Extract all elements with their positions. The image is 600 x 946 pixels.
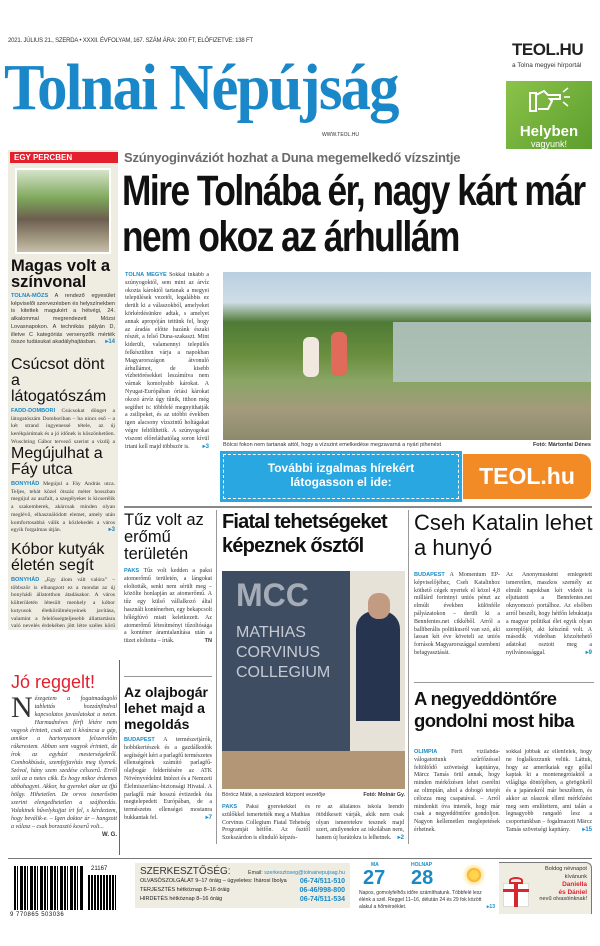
editorial-box <box>135 863 350 908</box>
helyben-title: Helyben <box>519 123 579 140</box>
story-body <box>11 481 115 535</box>
banner-text-line1: További izgalmas hírekért <box>267 461 415 475</box>
banner-teol-logo: TEOL.hu <box>463 454 591 499</box>
nameday-line: kívánunk <box>564 873 587 880</box>
story-title: Kóbor kutyák életén segít <box>11 542 105 574</box>
page-ref[interactable]: ▸3 <box>202 443 209 450</box>
email-label: Email: <box>248 870 263 876</box>
article-text: Az Anonymusként emlegetett ismeretlen, maszkos személy az elmúlt napokban két videót is eljuttatott a Bennfentes.net oknyomozó portálhoz. Az elsőben arról beszélt, hogy hétfőn lebuktatja a magyar politikai élet egyik olyan szereplőjét, aki kétszínű volt. A második videóban közzétehető adatokat osztott meg a nyilvánossággal. <box>506 572 592 656</box>
article-tuz[interactable] <box>124 512 212 674</box>
article-text: Paksi gyerekekkel és szülőkkel ismertették meg a Mathias Corvinus Collegium Fiatal Tehetség Programját hétfőn. Az ősztől Szekszárdon is elinduló képzés- <box>222 804 310 842</box>
nameday-box <box>499 862 592 914</box>
mcc-caption: Böröcz Máté, a szekszárdi központ vezetője <box>222 792 326 798</box>
article-kicker: BUDAPEST <box>414 572 445 578</box>
story-text: A rendező egyesület képviselői szervezésben és helyszínekben is kitettek magukért a hétvégi, 24. alkalommal megrendezett Mözsi Lovasnapokon. A technikás pályán D, illetve C kategóriás versenyzők mérték össze tudásukat akadályhajtásban. <box>11 293 115 346</box>
lead-text: Sokkal inkább a szúnyogoktól, sem mint az árvíz okozta károktól tartanak a megyei települések vezetői, legalábbis ez derült ki a válaszokból, amelyeket körkérdésünkre adtak, s amelyet annak apropóján tettünk fel, hogy az áradás előtte hazánk északi részét, a felső Duna-szakaszt. Mint kiderült, valamennyi település felkészülten várja a napokban Magyarországon átvonuló árhullámot, de kisebb vízbetörésekket leszámítva nem várnak komolyabb károkat. A Nyugat-Európában óriási károkat okozó árvíz úgy tűnik, itthon még segíthet is: többfelé megnyithatják a zsilipeket, és az utóbbi években igen alacsony vízszintű holtágakat végre feltölthetik. A szúnyogokat viszont előreláthatólag soron kívül irtani kell majd többször is. <box>125 272 209 450</box>
story-body <box>11 408 115 444</box>
story-text: „Egy álom vált valóra” – többször is elhangzott ez a mondat az új bonyhádi állatotthon átadásakor. A város külterületén létesült menhely a kóbor kutyusok életkörülményeinek javítása, valamint a felelősségteljesebb állattartásra való nevelés érdekében jött létre széles körű <box>11 577 115 628</box>
story-text: Megújul a Fáy András utca. Teljes, tehát közel ötszáz méter hosszban megújul az aszfalt, a szegélyeket is kicserélik a szakemberek, akárcsak minden olyan meglévő, elhasználódott elemet, amely után komfortosabbá válik a közlekedés a város egyik forgalmas útján. <box>11 481 115 534</box>
article-title: Tűz volt az erőmű területén <box>124 512 204 563</box>
article-text: re az általános iskola leendő ötödikeseit várják, akik nem csak olyan ismeretekre tesznek majd szert, amilyenekre az iskolában nem, hanem új barátokra is lelhetnek. <box>316 804 404 842</box>
lead-photo[interactable] <box>223 272 591 440</box>
helyben-badge[interactable] <box>506 81 592 149</box>
sidebar-story[interactable] <box>11 542 115 628</box>
weather-text <box>359 890 495 910</box>
nameday-names: és Dániel <box>558 888 587 896</box>
barcode <box>14 866 84 910</box>
article-body-col2 <box>316 804 404 854</box>
pointing-hand-icon <box>524 85 574 119</box>
column-body <box>11 691 117 838</box>
page-ref[interactable]: ▸3 <box>108 527 115 534</box>
contact-label: OLVASÓSZOLGÁLAT 9–17 óráig – ügyeletes: Ihárosi Ibolya <box>140 878 287 884</box>
mcc-photo-text: CORVINUS <box>236 644 321 661</box>
sidebar-story[interactable] <box>11 258 115 355</box>
contact-row <box>140 886 345 895</box>
mcc-photo-text: MATHIAS <box>236 624 306 641</box>
sidebar-story[interactable] <box>11 357 115 444</box>
article-body <box>124 568 212 646</box>
story-text: Csúcsokat dönget a látogatószám Domboriban – ha nincs eső – a két strand ingyenessé tétele, az új kerékpárútnak és a jó időnek is köszönhetően. Wuschting Gábor tervező szerint a vízdíj a <box>11 408 115 444</box>
article-body-col2 <box>506 572 592 678</box>
teol-logo[interactable] <box>512 40 583 60</box>
mcc-credit: Fotó: Molnár Gy. <box>363 792 405 798</box>
contact-row <box>140 895 345 904</box>
article-body <box>124 737 212 823</box>
banner-text-line2: látogasson el ide: <box>290 475 392 489</box>
article-olajbogar[interactable] <box>124 684 212 854</box>
article-title[interactable]: Cseh Katalin lehet a hunyó <box>414 510 593 560</box>
lead-body <box>125 272 209 500</box>
signature: TN <box>204 638 212 645</box>
story-kicker: FADD-DOMBORI <box>11 408 56 414</box>
nameday-line: nevű olvasóinknak! <box>539 896 587 903</box>
page-ref[interactable]: ▸9 <box>585 649 592 656</box>
contact-row <box>140 877 345 886</box>
story-title: Magas volt a színvonal <box>11 258 111 291</box>
article-text: Férfi vízilabda-válogatottunk szűrfőzéssel feltöltődő szövetségi kapitánya, Märcz Tamás örül annak, hogy minden mérkőzésen lehet cserélni az olimpián, ahol a dobogó tetejét célozza meg csapatával. – Arról mindenkit óva intenék, hogy már csak a negyeddöntőre gondoljon. Nagyon kellemetlen meglepetések érhetnek. <box>414 749 500 833</box>
article-title[interactable]: A negyeddöntőre gondolni most hiba <box>414 688 574 731</box>
weather-tomorrow-label: HOLNAP <box>411 862 433 868</box>
story-body <box>11 577 115 628</box>
teol-logo-text: TEOL.HU <box>512 40 584 59</box>
newspaper-title: Tolnai Népújság <box>4 51 398 124</box>
banner-text-box <box>223 454 459 499</box>
article-body <box>414 749 500 853</box>
article-text: A természetjárók, hobbikertészek és a gazdálkodók segítségét kéri a parlagfű természetes ellenségének számító parlagfű-olajbogár felderítésére az ATK Növényvédelmi Intézet és a Nemzeti Élelmiszerlánc-biztonsági Hivatal. A parlagfű már hosszú évtizedek óta megtelepedett Európában, de a természetes ellenségei mostanra bukkantak fel. <box>124 737 212 821</box>
gift-icon <box>503 877 529 907</box>
article-body <box>414 572 500 678</box>
teol-subtitle: a Tolna megyei hírportál <box>512 62 582 69</box>
weather-tomorrow-temp: 28 <box>411 867 434 889</box>
contact-phone[interactable]: 06-46/998-800 <box>299 887 345 894</box>
jo-reggelt-column <box>11 672 117 854</box>
nameday-line: Boldog névnapot <box>545 866 587 872</box>
weather-forecast: Napos, gomolyfelhős időre számíthatunk. Többfelé lesz élénk a szél. Reggel 11–16, délután 24 és 29 fok között alakul a hőmérséklet. <box>359 890 482 910</box>
story-title: Csúcsot dönt a látogatószám <box>11 357 107 405</box>
email-link[interactable]: szerkesztoseg@tolnainepujsag.hu <box>264 870 345 876</box>
lead-kicker: TOLNA MEGYE <box>125 272 167 278</box>
sidebar-photo[interactable] <box>15 168 111 254</box>
page-ref[interactable]: ▸14 <box>105 339 115 346</box>
weather-box <box>357 862 495 914</box>
sidebar-story[interactable] <box>11 446 115 540</box>
signature: W. G. <box>102 832 117 838</box>
story-kicker: BONYHÁD <box>11 481 40 487</box>
article-text: Tűz volt kedden a paksi atomerőmű területén, a lángokat eloltották, senki nem sérült meg – közölte honlapján az atomerőmű. A tűz egy külső vállalkozó által használt konténerben, egy bekapcsolt hőlégfúvó miatt keletkezett. Az atomerőmű létesítményi tűzoltósága a konténer áramtalanítása után a tüzet eloltotta – írták. <box>124 568 212 645</box>
barcode-number: 9 770865 503036 <box>10 912 65 918</box>
lead-credit: Fotó: Mártonfai Dénes <box>532 442 591 448</box>
weather-today-label: MA <box>371 862 379 868</box>
page-ref[interactable]: ▸15 <box>582 826 592 833</box>
lead-headline[interactable]: Mire Tolnába ér, nagy kárt már nem okoz az árhullám <box>122 167 585 261</box>
dateline: 2021. JÚLIUS 21., SZERDA • XXXII. ÉVFOLYAM, 167. SZÁM ÁRA: 200 FT, ELŐFIZETVE: 138 FT <box>8 38 253 44</box>
editorial-title: SZERKESZTŐSÉG: <box>140 866 231 877</box>
article-text: sokkal jobbak az ellenfelek, hogy ne foglalkozzunk velük. Láttuk, hogy az amerikaiak egy góllal kaptak ki a montenegróiaktól a világliga döntőjében, a görögökről és a japánokról már beszéltem, és akkor az olaszok elleni mérkőzést meg sem említettem, ami talán a legnagyobb rangadó lesz a csoportunkban – fogalmazott Märcz Tamás szövetségi kapitány. <box>506 749 592 833</box>
lead-caption: Bölcsi fokon nem tartanak attól, hogy a vízszint emelkedése megzavarná a nyári pihenést <box>223 442 441 448</box>
teol-banner[interactable] <box>223 454 591 499</box>
barcode-addon <box>88 875 116 910</box>
story-title: Megújulhat a Fáy utca <box>11 446 103 478</box>
article-kicker: PAKS <box>124 568 140 574</box>
page-ref[interactable]: ▸2 <box>397 835 404 842</box>
sun-icon <box>467 868 481 882</box>
contact-label: HIRDETÉS hétköznap 8–16 óráig <box>140 896 223 902</box>
section-label: EGY PERCBEN <box>10 152 118 163</box>
story-body <box>11 293 115 347</box>
helyben-subtitle: vagyunk! <box>530 139 568 149</box>
contact-label: TERJESZTÉS hétköznap 8–16 óráig <box>140 887 230 893</box>
article-kicker: OLIMPIA <box>414 749 438 755</box>
weather-today-temp: 27 <box>363 867 386 889</box>
contact-phone[interactable]: 06-74/511-510 <box>299 878 345 885</box>
article-body <box>222 804 310 854</box>
column-title: Jó reggelt! <box>11 672 96 692</box>
mcc-photo[interactable] <box>222 571 405 789</box>
nameday-names: Daniella <box>562 881 587 889</box>
lead-overline: Szúnyoginváziót hozhat a Duna megemelkedő vízszintje <box>124 150 461 165</box>
website-url: WWW.TEOL.HU <box>322 132 359 138</box>
article-body-col2 <box>506 749 592 853</box>
mcc-photo-text: COLLEGIUM <box>236 664 331 681</box>
mcc-logo-text: MCC <box>236 577 309 613</box>
email-line <box>248 870 345 876</box>
article-text: A Momentum EP-képviselőjéhez, Cseh Katalinhoz köthető cégek nyertek el közel 4,8 milliárd forintnyi uniós pénzt az elmúlt években különféle pályázatokon – derült ki a Bennfentes.net cikkéből. Arról a balliberális politikusról van szó, aki lassan két éve követeli az uniós források Magyarországgal szembeni befagyasztását. <box>414 572 500 656</box>
barcode-addon-number: 21167 <box>91 866 108 872</box>
story-kicker: TOLNA-MÖZS <box>11 293 49 299</box>
article-title[interactable]: Fiatal tehetségeket képeznek ősztől <box>222 511 387 557</box>
nameday-text <box>539 866 587 904</box>
column-text: ézegetem a fogatmadagoló tablettás hozzánfindval kapcsolatos javaslatokat a neten. Harmadnéves férfi létére nem vagyok érintett, csak azt ti kíváncsa a gép, amikor a hartonyasom felszerelőin rákerestem. Abban sem vagyok érintett, de írok az egyházi mesterségekről. Combokbúsás, szemfejjavítás meg ilyenek. Szóval, hány szem szedése célszerű. Erről szól az a netes cikk. És hogy mikor érdemes abbahagyni. Akkor, ha gyerekei akar az ifjú hölgy. Hihetetlen. De orvos ismerősöm szerint elengedhetetlen a szájhordás. Valakinek hűvelykujjat írt fel, s kérdeztem, hogy beválik-e. – Igen doktor úr – hangzott a válasz – csak borzasztó keserű volt... <box>11 696 117 830</box>
page-ref[interactable]: ▸7 <box>205 814 212 821</box>
page-ref[interactable]: ▸13 <box>486 903 495 910</box>
contact-phone[interactable]: 06-74/511-534 <box>299 896 345 903</box>
article-kicker: PAKS <box>222 804 238 810</box>
story-kicker: BONYHÁD <box>11 577 40 583</box>
article-kicker: BUDAPEST <box>124 737 155 743</box>
article-title: Az olajbogár lehet majd a megoldás <box>124 684 209 732</box>
drop-cap: N <box>11 691 33 724</box>
